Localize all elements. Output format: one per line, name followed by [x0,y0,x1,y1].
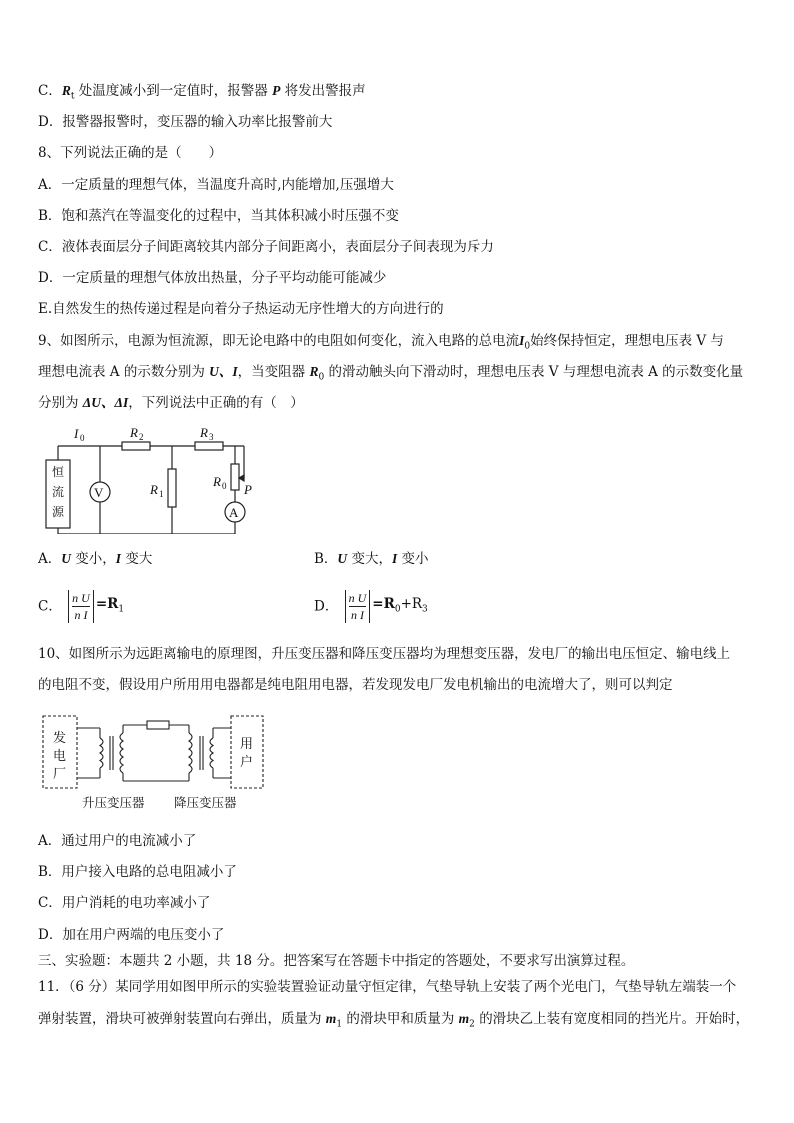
q7-option-d: D．报警器报警时，变压器的输入功率比报警前大 [38,114,333,130]
q7-option-c: C．$R_t$ 处温度减小到一定值时，报警器 P 将发出警报声 [38,83,366,102]
svg-text:3: 3 [209,432,214,442]
step-up-primary-coil [100,738,103,768]
svg-text:I: I [74,426,79,441]
ammeter-label: A [229,505,239,520]
q9-option-a: A．U 变小，I 变大 [38,551,153,567]
q9-stem-line3: 分别为 ΔU、ΔI，下列说法中正确的有（ ） [38,395,304,411]
svg-text:电: 电 [53,748,67,763]
step-down-primary-coil [189,733,192,773]
q10-option-a: A．通过用户的电流减小了 [38,833,197,849]
q10-stem-line2: 的电阻不变，假设用户所用用电器都是纯电阻用电器，若发现发电厂发电机输出的电流增大了，则可以判定 [38,677,673,693]
q10-stem-line1: 10、如图所示为远距离输电的原理图，升压变压器和降压变压器均为理想变压器，发电厂的输出电压恒定、输电线上 [38,646,731,662]
svg-text:R: R [130,425,138,440]
svg-text:源: 源 [52,505,65,519]
svg-text:1: 1 [159,489,164,499]
q9-option-b: B．U 变大，I 变小 [314,551,429,567]
q8-option-e: E.自然发生的热传递过程是向着分子热运动无序性增大的方向进行的 [38,301,444,317]
q11-stem-line1: 11．（6 分）某同学用如图甲所示的实验装置验证动量守恒定律，气垫导轨上安装了两个光电门，气垫导轨左端装一个 [38,979,737,995]
svg-text:0: 0 [80,433,85,443]
resistor-r1 [168,469,176,507]
rheostat-r0 [231,464,239,490]
q9-circuit-diagram [40,422,280,534]
svg-text:2: 2 [139,432,144,442]
q8-option-a: A．一定质量的理想气体，当温度升高时,内能增加,压强增大 [38,177,394,193]
q9-stem-line1: 9、如图所示，电源为恒流源，即无论电路中的电阻如何变化，流入电路的总电流$I_0$始终保持恒定，理想电压表 V 与 [38,333,724,352]
q8-option-b: B．饱和蒸汽在等温变化的过程中，当其体积减小时压强不变 [38,208,399,224]
svg-text:用: 用 [240,736,254,751]
q11-stem-line2: 弹射装置，滑块可被弹射装置向右弹出，质量为 $m_1$ 的滑块甲和质量为 $m_2$ 的滑块乙上装有宽度相同的挡光片。开始时， [38,1011,750,1030]
svg-text:R: R [200,425,208,440]
svg-text:流: 流 [52,485,65,499]
q8-option-c: C．液体表面层分子间距离较其内部分子间距离小，表面层分子间表现为斥力 [38,239,494,255]
svg-text:发: 发 [53,730,67,745]
resistor-r2 [122,442,150,450]
q10-option-d: D．加在用户两端的电压变小了 [38,927,225,943]
svg-text:0: 0 [222,481,227,491]
q8-stem: 8、下列说法正确的是（ ） [38,145,223,161]
resistor-r3 [195,442,223,450]
step-down-label: 降压变压器 [174,796,237,810]
q10-option-b: B．用户接入电路的总电阻减小了 [38,864,237,880]
q8-option-d: D．一定质量的理想气体放出热量，分子平均动能可能减少 [38,270,387,286]
voltmeter-label: V [94,485,104,500]
q10-transmission-diagram [40,708,268,816]
svg-text:户: 户 [240,754,254,769]
q10-option-c: C．用户消耗的电功率减小了 [38,895,211,911]
svg-text:R: R [213,474,221,489]
q9-option-c: C． $\frac{\text{n U}}{\text{n I}}$ $=R_1$ [38,591,125,622]
q9-option-d: D． $\frac{\text{n U}}{\text{n I}}$ $=R_0+R_3$ [314,591,428,622]
q9-stem-line2: 理想电流表 A 的示数分别为 U、I，当变阻器 $R_0$ 的滑动触头向下滑动时，理想电压表 V 与理想电流表 A 的示数变化量 [38,364,744,383]
svg-text:恒: 恒 [52,465,65,479]
step-down-secondary-coil [210,738,213,768]
step-up-secondary-coil [120,733,123,773]
user-box [231,716,263,788]
svg-text:R: R [150,482,158,497]
svg-text:P: P [244,482,252,497]
section3-heading: 三、实验题：本题共 2 小题，共 18 分。把答案写在答题卡中指定的答题处，不要求写出演算过程。 [38,953,635,969]
svg-text:厂: 厂 [53,766,67,781]
step-up-label: 升压变压器 [82,796,145,810]
line-resistor [147,721,169,729]
